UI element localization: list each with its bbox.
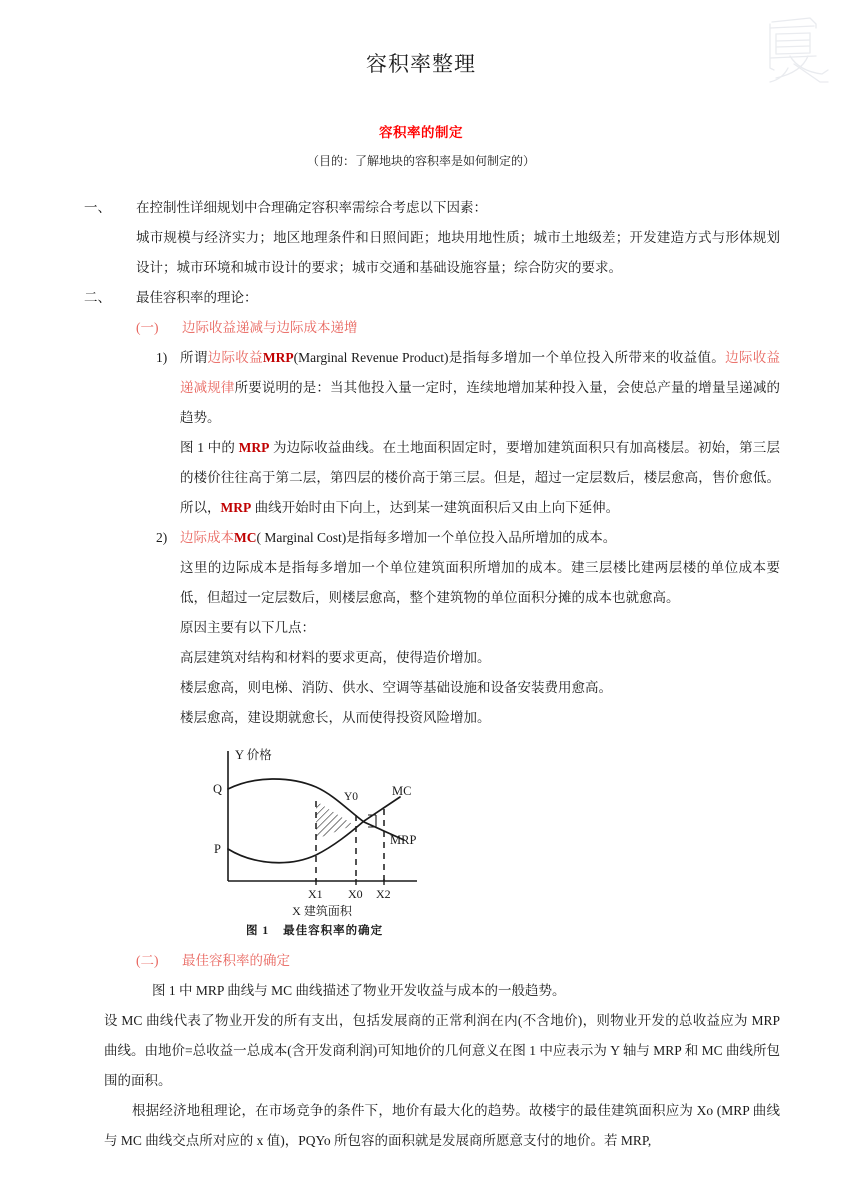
li1p2-abbr-mrp-1: MRP xyxy=(238,440,270,456)
figure-1-caption-number: 图 1 xyxy=(246,925,270,938)
subsection-two-paragraph-3: 根据经济地租理论，在市场竞争的条件下，地价有最大化的趋势。故楼宇的最佳建筑面积应为 Xo (MRP 曲线与 MC 曲线交点所对应的 x 值)，PQYo 所包容的面积就是发展商所愿意支付的地价。若 MRP, xyxy=(104,1103,780,1149)
section-two-marker: 二、 xyxy=(84,290,111,306)
svg-text:X1: X1 xyxy=(308,887,323,902)
li1-run-b: (Marginal Revenue Product)是指每多增加一个单位投入所带来的收益值。 xyxy=(293,350,726,366)
list-item-2-paragraph-1: 这里的边际成本是指每多增加一个单位建筑面积所增加的成本。建三层楼比建两层楼的单位成本要低，但超过一定层数后，则楼层愈高，整个建筑物的单位面积分摊的成本也就愈高。 xyxy=(180,560,780,606)
page-title: 容积率整理 xyxy=(366,52,476,76)
list-item-2-paragraph-4: 楼层愈高，则电梯、消防、供水、空调等基础设施和设备安装费用愈高。 xyxy=(180,680,612,696)
figure-1-caption-text: 最佳容积率的确定 xyxy=(283,925,384,938)
list-item-2-paragraph-3: 高层建筑对结构和材料的要求更高，使得造价增加。 xyxy=(180,650,491,666)
svg-text:X2: X2 xyxy=(376,887,391,902)
svg-text:MC: MC xyxy=(392,784,412,799)
list-item-1 xyxy=(84,343,780,433)
list-item-2-paragraph-2: 原因主要有以下几点： xyxy=(180,620,315,636)
li1-run-c: 所要说明的是：当其他投入量一定时，连续地增加某种投入量，会使总产量的增量呈递减的趋势。 xyxy=(180,380,781,426)
list-item-1-marker: 1) xyxy=(156,350,168,366)
svg-text:X 建筑面积: X 建筑面积 xyxy=(292,904,352,919)
li2-abbr-mc: MC xyxy=(234,530,257,546)
svg-text:P: P xyxy=(214,842,221,857)
figure-block xyxy=(84,733,780,938)
svg-text:MRP: MRP xyxy=(390,833,417,848)
subsection-one-title-b: 边际成本递增 xyxy=(276,320,358,336)
list-item-1-paragraph xyxy=(84,433,780,523)
figure-1-caption xyxy=(204,921,780,938)
subsection-one xyxy=(84,313,780,343)
list-item-2 xyxy=(84,523,780,553)
subsection-two-title: 最佳容积率的确定 xyxy=(182,953,290,969)
li1p2-run-c: 曲线开始时由下向上，达到某一建筑面积后又由上向下延伸。 xyxy=(251,500,620,516)
figure-1-chart xyxy=(204,743,429,921)
subsection-two-paragraph-2: 设 MC 曲线代表了物业开发的所有支出，包括发展商的正常利润在内(不含地价)，则物业开发的总收益应为 MRP 曲线。由地价=总收益一总成本(含开发商利润)可知地价的几何意义在图 1 中应表示为 Y 轴与 MRP 和 MC 曲线所包围的面积。 xyxy=(104,1013,780,1089)
li1-run-a: 所谓 xyxy=(180,350,208,366)
li2-red-marginal-cost: 边际成本 xyxy=(180,530,234,546)
li1-red-law: 边际收益递减规律 xyxy=(180,350,781,396)
document-subtitle-note: （目的：了解地块的容积率是如何制定的） xyxy=(306,154,535,169)
section-one-marker: 一、 xyxy=(84,200,111,216)
li1p2-abbr-mrp-2: MRP xyxy=(220,500,252,516)
subsection-one-title xyxy=(182,313,358,343)
subsection-one-title-a: 边际收益递减 xyxy=(182,320,263,336)
list-item-2-paragraph-5: 楼层愈高，建设期就愈长，从而使得投资风险增加。 xyxy=(180,710,491,726)
subsection-one-title-mid: 与 xyxy=(263,320,277,336)
li1-red-marginal-revenue: 边际收益 xyxy=(207,350,263,366)
subsection-one-marker: (一) xyxy=(136,320,159,336)
subsection-two xyxy=(84,938,780,976)
section-two xyxy=(84,283,780,313)
section-two-heading: 最佳容积率的理论： xyxy=(136,290,258,306)
section-one-body: 城市规模与经济实力；地区地理条件和日照间距；地块用地性质；城市土地级差；开发建造方式与形体规划设计；城市环境和城市设计的要求；城市交通和基础设施容量；综合防灾的要求。 xyxy=(136,230,780,276)
li1p2-run-a: 图 1 中的 xyxy=(180,440,239,456)
body-area xyxy=(0,169,842,1156)
svg-text:Y0: Y0 xyxy=(344,791,359,804)
list-item-1-text xyxy=(180,343,780,433)
list-item-2-text xyxy=(180,523,780,553)
li1-abbr-mrp: MRP xyxy=(262,350,294,366)
subsection-two-marker: (二) xyxy=(136,953,159,969)
section-one xyxy=(84,193,780,223)
li1p2-run-b: 为边际收益曲线。在土地面积固定时，要增加建筑面积只有加高楼层。初始，第三层的楼价往往高于第二层，第四层的楼价高于第三层。但是，超过一定层数后，楼层愈高，售价愈低。所以， xyxy=(180,440,781,516)
list-item-2-marker: 2) xyxy=(156,530,168,546)
section-one-heading: 在控制性详细规划中合理确定容积率需综合考虑以下因素： xyxy=(136,200,487,216)
li2-run-rest: ( Marginal Cost)是指每多增加一个单位投入品所增加的成本。 xyxy=(256,530,617,546)
svg-text:Q: Q xyxy=(213,782,223,797)
subsection-two-paragraph-1: 图 1 中 MRP 曲线与 MC 曲线描述了物业开发收益与成本的一般趋势。 xyxy=(152,983,566,999)
svg-text:Y 价格: Y 价格 xyxy=(235,748,272,763)
svg-text:X0: X0 xyxy=(348,887,363,902)
document-subtitle: 容积率的制定 xyxy=(379,125,463,141)
